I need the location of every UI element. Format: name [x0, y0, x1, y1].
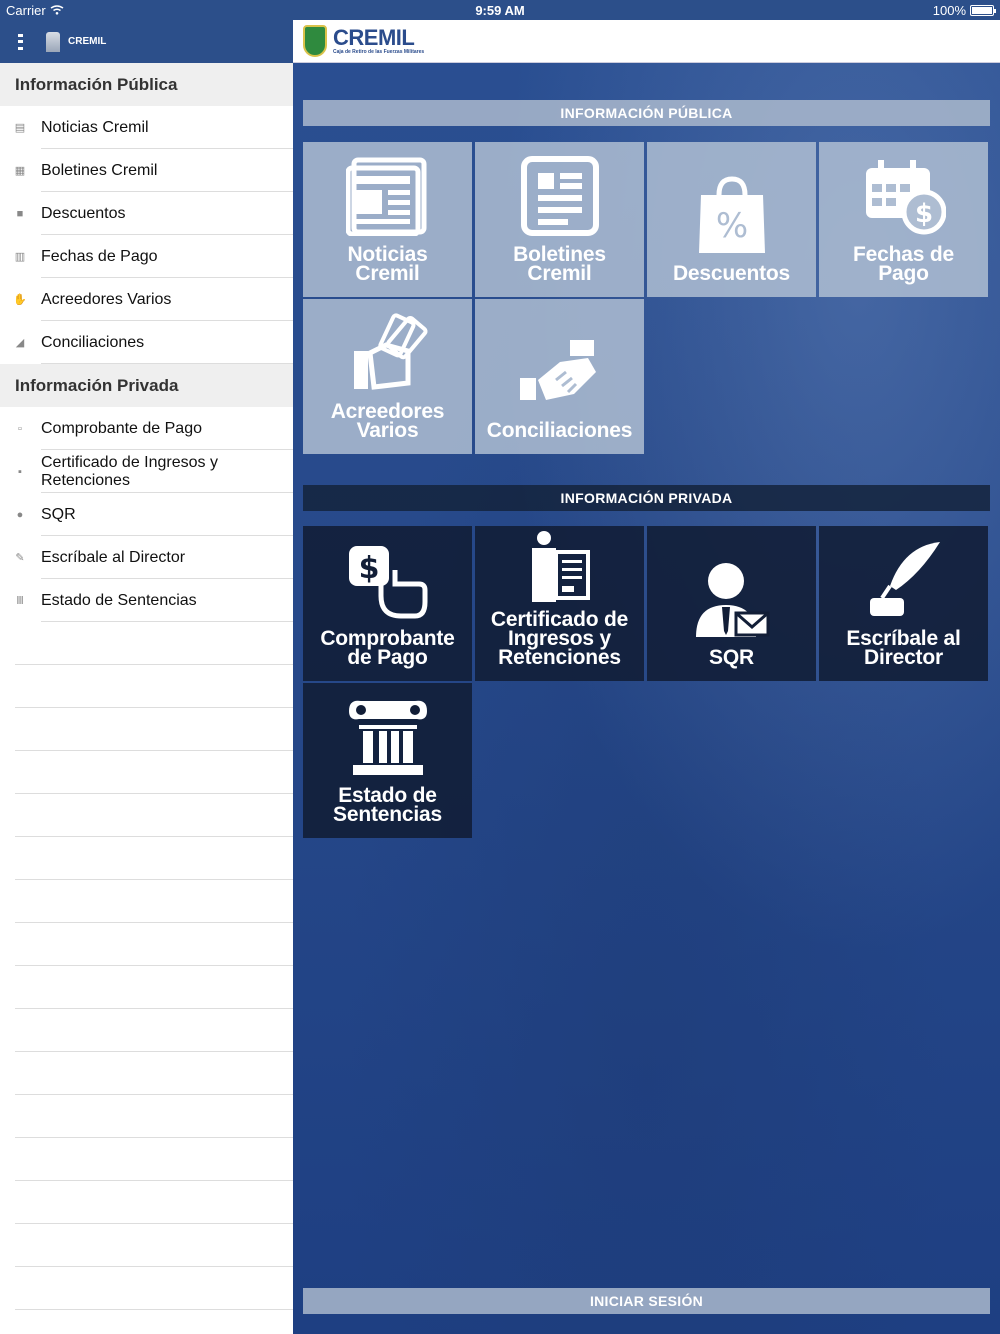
- sidebar-item-sentencias[interactable]: [0, 579, 293, 622]
- tile-label: Descuentos: [672, 262, 791, 285]
- bulletin-icon: [515, 151, 605, 241]
- sidebar-item-fechas[interactable]: [0, 235, 293, 278]
- sidebar-item-sqr[interactable]: [0, 493, 293, 536]
- public-section-title: INFORMACIÓN PÚBLICA: [303, 100, 990, 126]
- empty-row: [15, 794, 293, 837]
- discount-bag-icon: [687, 170, 777, 260]
- tile-noticias[interactable]: [303, 142, 472, 297]
- sidebar-item-label: Fechas de Pago: [41, 247, 158, 265]
- empty-row: [15, 1009, 293, 1052]
- handshake-icon: [515, 327, 605, 417]
- tile-label: Comprobante de Pago: [320, 627, 455, 669]
- column-icon: Ⅲ: [16, 595, 24, 607]
- sidebar-item-label: Acreedores Varios: [41, 290, 172, 308]
- hand-money-icon: [343, 308, 433, 398]
- status-time: 9:59 AM: [475, 3, 525, 18]
- cremil-logo-icon: [303, 25, 327, 57]
- calendar-icon: [859, 151, 949, 241]
- brand-header: [293, 20, 1000, 63]
- battery-icon: [970, 5, 994, 16]
- empty-row: [15, 966, 293, 1009]
- empty-row: [15, 1181, 293, 1224]
- empty-row: [15, 1052, 293, 1095]
- sidebar-item-label: Conciliaciones: [41, 333, 145, 351]
- section-public-title: Información Pública: [0, 63, 293, 106]
- payment-receipt-icon: [343, 535, 433, 625]
- empty-row: [15, 751, 293, 794]
- tile-conciliaciones[interactable]: [475, 299, 644, 454]
- svg-text:$: $: [914, 199, 933, 229]
- empty-row: [15, 880, 293, 923]
- user-mail-icon: ●: [16, 508, 24, 521]
- menu-icon[interactable]: [18, 32, 38, 52]
- tile-fechas[interactable]: [819, 142, 988, 297]
- main-content: [293, 20, 1000, 1334]
- sidebar-item-label: Boletines Cremil: [41, 161, 158, 179]
- sidebar-item-label: Certificado de Ingresos y Retenciones: [41, 453, 218, 489]
- calendar-icon: ▥: [14, 251, 26, 263]
- tile-label: Escríbale al Director: [846, 627, 961, 669]
- tile-boletines[interactable]: [475, 142, 644, 297]
- login-button[interactable]: INICIAR SESIÓN: [303, 1288, 990, 1314]
- empty-row: [15, 923, 293, 966]
- tile-sentencias[interactable]: [303, 683, 472, 838]
- sidebar-item-label: Escríbale al Director: [41, 548, 186, 566]
- empty-list-area: [0, 622, 293, 1310]
- tile-acreedores[interactable]: [303, 299, 472, 454]
- sidebar-item-label: Estado de Sentencias: [41, 591, 197, 609]
- tile-label: Noticias Cremil: [347, 243, 428, 285]
- svg-text:$: $: [358, 551, 379, 586]
- side-app-label: CREMIL: [68, 36, 107, 47]
- tile-label: Certificado de Ingresos y Retenciones: [490, 608, 629, 669]
- quill-icon: [859, 535, 949, 625]
- sidebar-item-label: SQR: [41, 505, 76, 523]
- sidebar-item-comprobante[interactable]: [0, 407, 293, 450]
- tile-certificado[interactable]: [475, 526, 644, 681]
- sidebar-item-label: Comprobante de Pago: [41, 419, 202, 437]
- user-mail-icon: [687, 554, 777, 644]
- newspaper-icon: ▤: [14, 122, 26, 134]
- sidebar-item-escribale[interactable]: [0, 536, 293, 579]
- sidebar-item-conciliaciones[interactable]: [0, 321, 293, 364]
- hand-money-icon: ✋: [13, 294, 27, 306]
- quill-icon: ✎: [15, 552, 25, 564]
- building-logo-icon: [46, 32, 60, 52]
- empty-row: [15, 837, 293, 880]
- tile-label: Acreedores Varios: [330, 400, 445, 442]
- status-right: [933, 3, 994, 18]
- private-section-title: INFORMACIÓN PRIVADA: [303, 485, 990, 511]
- battery-percent: 100%: [932, 3, 966, 18]
- sidebar-item-boletines[interactable]: [0, 149, 293, 192]
- sidebar-item-noticias[interactable]: [0, 106, 293, 149]
- tile-label: Conciliaciones: [486, 419, 633, 442]
- carrier-label: Carrier: [6, 3, 46, 18]
- side-menu-header: [0, 20, 293, 63]
- sidebar-item-certificado[interactable]: [0, 450, 293, 493]
- column-icon: [343, 692, 433, 782]
- tile-descuentos[interactable]: [647, 142, 816, 297]
- section-private-title: Información Privada: [0, 364, 293, 407]
- newspaper-icon: [343, 151, 433, 241]
- sidebar-item-acreedores[interactable]: [0, 278, 293, 321]
- empty-row: [15, 708, 293, 751]
- tile-escribale[interactable]: [819, 526, 988, 681]
- empty-row: [15, 1224, 293, 1267]
- brand-name: CREMIL: [333, 25, 415, 50]
- sidebar-item-label: Noticias Cremil: [41, 118, 149, 136]
- brand-subtitle: Caja de Retiro de las Fuerzas Militares: [333, 49, 425, 55]
- status-bar: [0, 0, 1000, 20]
- sidebar-item-descuentos[interactable]: [0, 192, 293, 235]
- tile-label: Estado de Sentencias: [333, 784, 442, 826]
- handshake-icon: ◢: [15, 337, 25, 349]
- sidebar-item-label: Descuentos: [41, 204, 126, 222]
- empty-row: [15, 665, 293, 708]
- certificate-icon: ▪: [18, 465, 22, 478]
- empty-row: [15, 1138, 293, 1181]
- certificate-icon: [515, 526, 605, 606]
- empty-row: [15, 622, 293, 665]
- discount-bag-icon: ■: [16, 207, 24, 220]
- empty-row: [15, 1267, 293, 1310]
- tile-label: Boletines Cremil: [513, 243, 606, 285]
- tile-label: Fechas de Pago: [853, 243, 954, 285]
- tile-sqr[interactable]: [647, 526, 816, 681]
- payment-receipt-icon: ▫: [18, 422, 22, 435]
- brand: [333, 27, 424, 55]
- bulletin-icon: ▦: [14, 165, 26, 177]
- tile-comprobante[interactable]: [303, 526, 472, 681]
- svg-text:%: %: [715, 206, 748, 246]
- tile-label: SQR: [709, 646, 754, 669]
- empty-row: [15, 1095, 293, 1138]
- side-menu: [0, 20, 293, 1334]
